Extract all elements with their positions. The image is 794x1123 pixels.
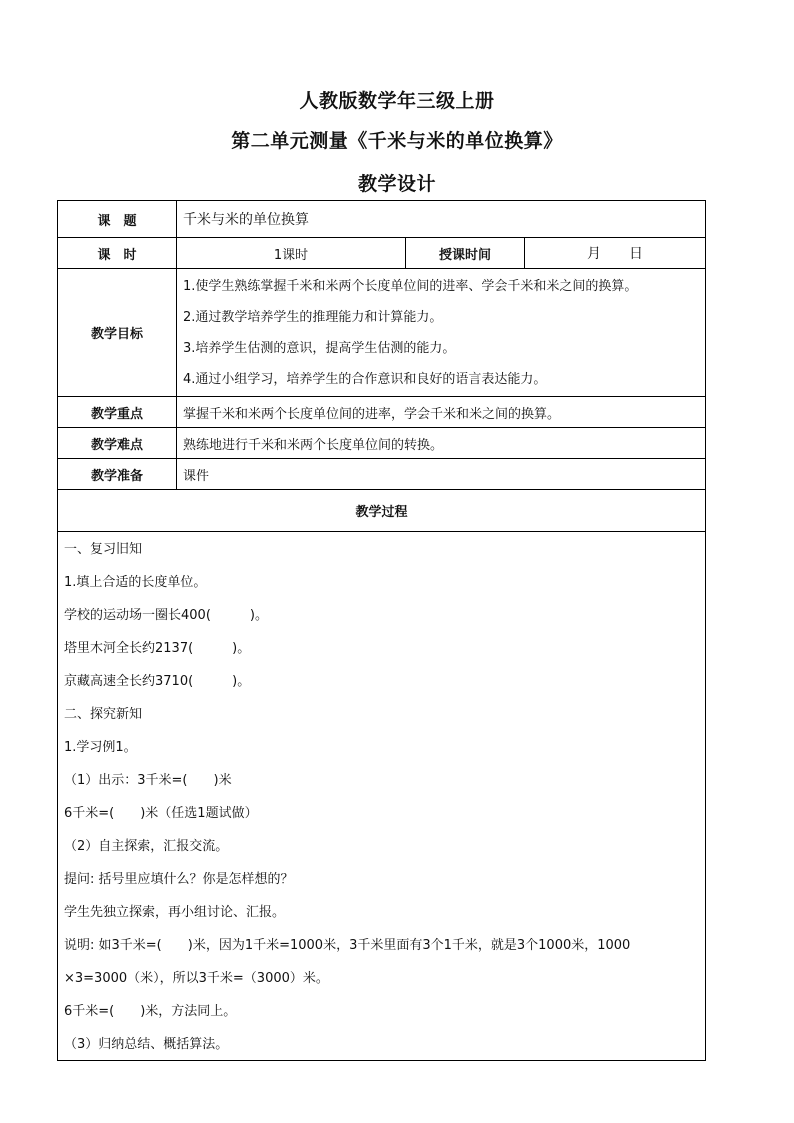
process-line: 提问: 括号里应填什么？你是怎样想的？ bbox=[64, 872, 294, 887]
section-heading: 二、探究新知 bbox=[64, 707, 143, 722]
key-label: 教学重点 bbox=[58, 397, 177, 428]
process-line: 1.填上合适的长度单位。 bbox=[64, 575, 207, 590]
key-row bbox=[58, 397, 706, 428]
difficulty-label: 教学难点 bbox=[58, 428, 177, 459]
process-line: ×3=3000（米），所以3千米=（3000）米。 bbox=[64, 971, 329, 986]
doc-title-line-2: 第二单元测量《千米与米的单位换算》 bbox=[231, 130, 563, 152]
prep-row bbox=[58, 459, 706, 490]
process-line: 说明: 如3千米=( )米，因为1千米=1000米，3千米里面有3个1千米，就是3个1000米，1000 bbox=[64, 938, 631, 953]
prep-value: 课件 bbox=[177, 459, 706, 490]
topic-value: 千米与米的单位换算 bbox=[177, 201, 706, 238]
time-value: 月 日 bbox=[525, 238, 706, 269]
process-header-row bbox=[58, 490, 706, 532]
topic-row bbox=[58, 201, 706, 238]
goal-item: 2.通过教学培养学生的推理能力和计算能力。 bbox=[183, 309, 443, 325]
process-label: 教学过程 bbox=[58, 490, 706, 532]
lesson-plan-table bbox=[57, 200, 706, 1061]
process-line: （3）归纳总结、概括算法。 bbox=[64, 1037, 229, 1052]
goal-item: 4.通过小组学习，培养学生的合作意识和良好的语言表达能力。 bbox=[183, 371, 547, 387]
difficulty-row bbox=[58, 428, 706, 459]
process-line: （1）出示：3千米=( )米 bbox=[64, 773, 232, 788]
goal-item: 3.培养学生估测的意识，提高学生估测的能力。 bbox=[183, 340, 456, 356]
hours-value: 1课时 bbox=[177, 238, 406, 269]
process-line: 1.学习例1。 bbox=[64, 740, 137, 755]
key-value: 掌握千米和米两个长度单位间的进率，学会千米和米之间的换算。 bbox=[177, 397, 706, 428]
doc-title-line-3: 教学设计 bbox=[357, 173, 436, 195]
goal-item: 1.使学生熟练掌握千米和米两个长度单位间的进率、学会千米和米之间的换算。 bbox=[183, 278, 638, 294]
process-line: 6千米=( )米（任选1题试做） bbox=[64, 806, 258, 821]
hours-label: 课 时 bbox=[58, 238, 177, 269]
difficulty-value: 熟练地进行千米和米两个长度单位间的转换。 bbox=[177, 428, 706, 459]
process-cell bbox=[58, 532, 706, 1061]
goals-row bbox=[58, 269, 706, 397]
process-line: 塔里木河全长约2137( )。 bbox=[64, 641, 251, 656]
hours-row bbox=[58, 238, 706, 269]
process-row bbox=[58, 532, 706, 1061]
process-line: 学生先独立探索，再小组讨论、汇报。 bbox=[64, 905, 286, 920]
time-label: 授课时间 bbox=[406, 238, 525, 269]
process-line: （2）自主探索，汇报交流。 bbox=[64, 839, 229, 854]
process-line: 6千米=( )米，方法同上。 bbox=[64, 1004, 237, 1019]
process-line: 京藏高速全长约3710( )。 bbox=[64, 674, 251, 689]
section-heading: 一、复习旧知 bbox=[64, 542, 143, 557]
process-line: 学校的运动场一圈长400( )。 bbox=[64, 608, 268, 623]
topic-label: 课 题 bbox=[58, 201, 177, 238]
goals-cell bbox=[177, 269, 706, 397]
doc-title-line-1: 人教版数学年三级上册 bbox=[299, 90, 495, 112]
prep-label: 教学准备 bbox=[58, 459, 177, 490]
goals-label: 教学目标 bbox=[58, 269, 177, 397]
